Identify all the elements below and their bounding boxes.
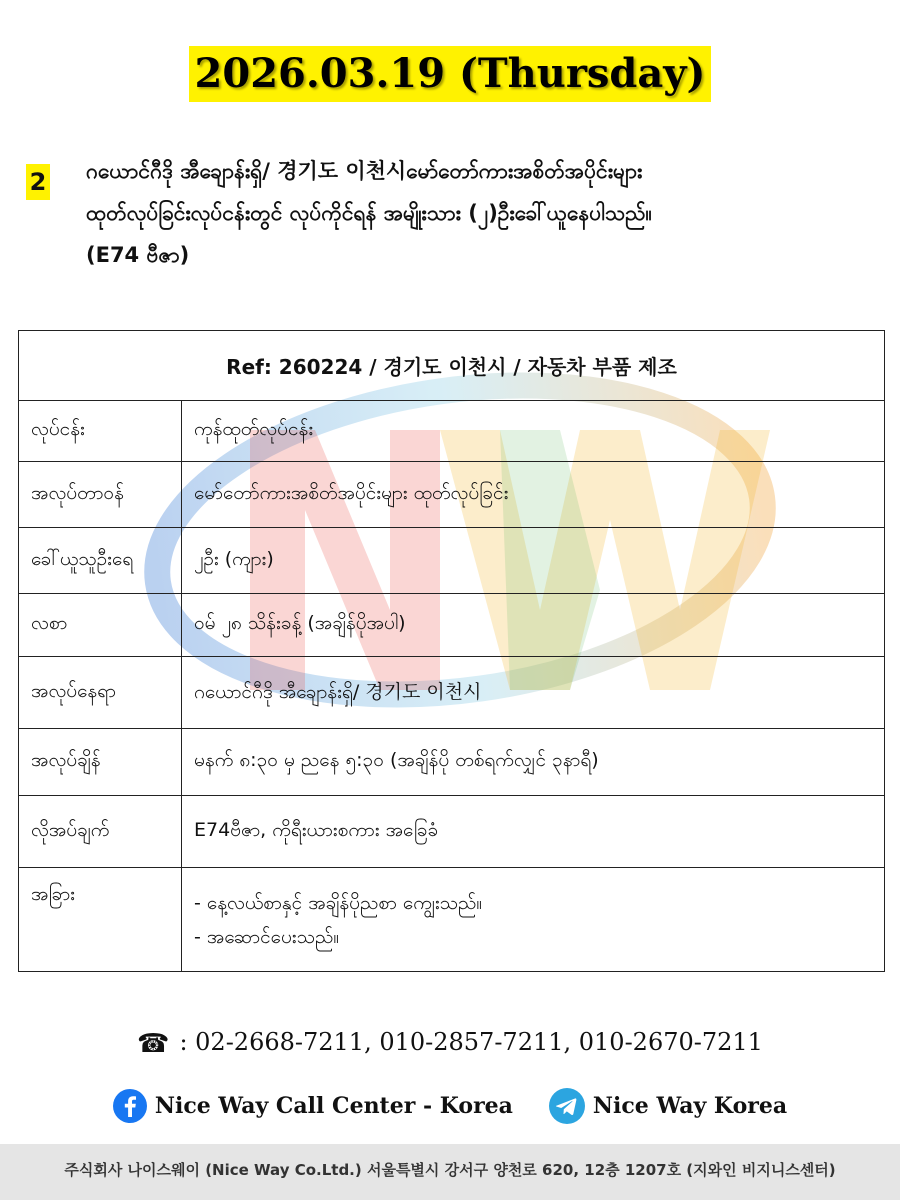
item-number-badge: 2 (26, 164, 50, 200)
phone-icon: ☎ (137, 1029, 170, 1059)
row-value: E74ဗီဇာ, ကိုရီးယားစကား အခြေခံ (182, 796, 885, 868)
headline-line-2: ထုတ်လုပ်ခြင်းလုပ်ငန်းတွင် လုပ်ကိုင်ရန် အမျိုးသား (၂)ဦးခေါ်ယူနေပါသည်။ (86, 201, 652, 225)
table-row (19, 462, 885, 528)
table-row (19, 729, 885, 796)
table-row (19, 401, 885, 462)
telegram-icon (549, 1088, 585, 1124)
company-footer: 주식회사 나이스웨이 (Nice Way Co.Ltd.) 서울특별시 강서구 양천로 620, 12층 1207호 (지와인 비지니스센터) (0, 1144, 900, 1200)
job-headline (86, 150, 886, 276)
row-value: မော်တော်ကားအစိတ်အပိုင်းများ ထုတ်လုပ်ခြင်း (182, 462, 885, 528)
row-label: လိုအပ်ချက် (19, 796, 182, 868)
facebook-label: Nice Way Call Center - Korea (154, 1093, 513, 1119)
job-details-table (18, 330, 885, 972)
telegram-label: Nice Way Korea (592, 1093, 788, 1119)
ref-cell: Ref: 260224 / 경기도 이천시 / 자동차 부품 제조 (19, 331, 885, 401)
row-label: အခြား (19, 868, 182, 972)
facebook-link[interactable] (113, 1089, 513, 1123)
row-value: ကုန်ထုတ်လုပ်ငန်း (182, 401, 885, 462)
headline-line-1: ဂယောင်ဂီဒို အီချောန်းရှိ/ 경기도 이천시မော်တော်ကားအစိတ်အပိုင်းများ (86, 159, 643, 183)
row-value: ၂ဦး (ကျား) (182, 528, 885, 594)
social-links (0, 1088, 900, 1124)
phone-numbers[interactable]: : 02-2668-7211, 010-2857-7211, 010-2670-7211 (179, 1028, 763, 1056)
row-label: အလုပ်တာဝန် (19, 462, 182, 528)
facebook-icon (113, 1089, 147, 1123)
date-title: 2026.03.19 (Thursday) (189, 46, 712, 102)
value-line: - နေ့လယ်စာနှင့် အချိန်ပိုညစာ ကျွေးသည်။ (194, 891, 483, 914)
row-label: လစာ (19, 594, 182, 657)
value-line: - အဆောင်ပေးသည်။ (194, 925, 340, 948)
ref-row (19, 331, 885, 401)
telegram-link[interactable] (549, 1088, 787, 1124)
row-label: အလုပ်နေရာ (19, 657, 182, 729)
table-row (19, 528, 885, 594)
row-label: ခေါ်ယူသူဦးရေ (19, 528, 182, 594)
table-row (19, 657, 885, 729)
row-value: ဝမ် ၂၈ သိန်းခန့် (အချိန်ပိုအပါ) (182, 594, 885, 657)
row-value: ဂယောင်ဂီဒို အီချောန်းရှိ/ 경기도 이천시 (182, 657, 885, 729)
table-row (19, 796, 885, 868)
row-value: မနက် ၈:၃၀ မှ ညနေ ၅:၃၀ (အချိန်ပို တစ်ရက်လျှင် ၃နာရီ) (182, 729, 885, 796)
headline-line-3: (E74 ဗီဇာ) (86, 243, 190, 267)
row-label: လုပ်ငန်း (19, 401, 182, 462)
date-header (0, 46, 900, 102)
row-label: အလုပ်ချိန် (19, 729, 182, 796)
contact-phones (0, 1028, 900, 1059)
table-row (19, 868, 885, 972)
row-value (182, 868, 885, 972)
table-row (19, 594, 885, 657)
